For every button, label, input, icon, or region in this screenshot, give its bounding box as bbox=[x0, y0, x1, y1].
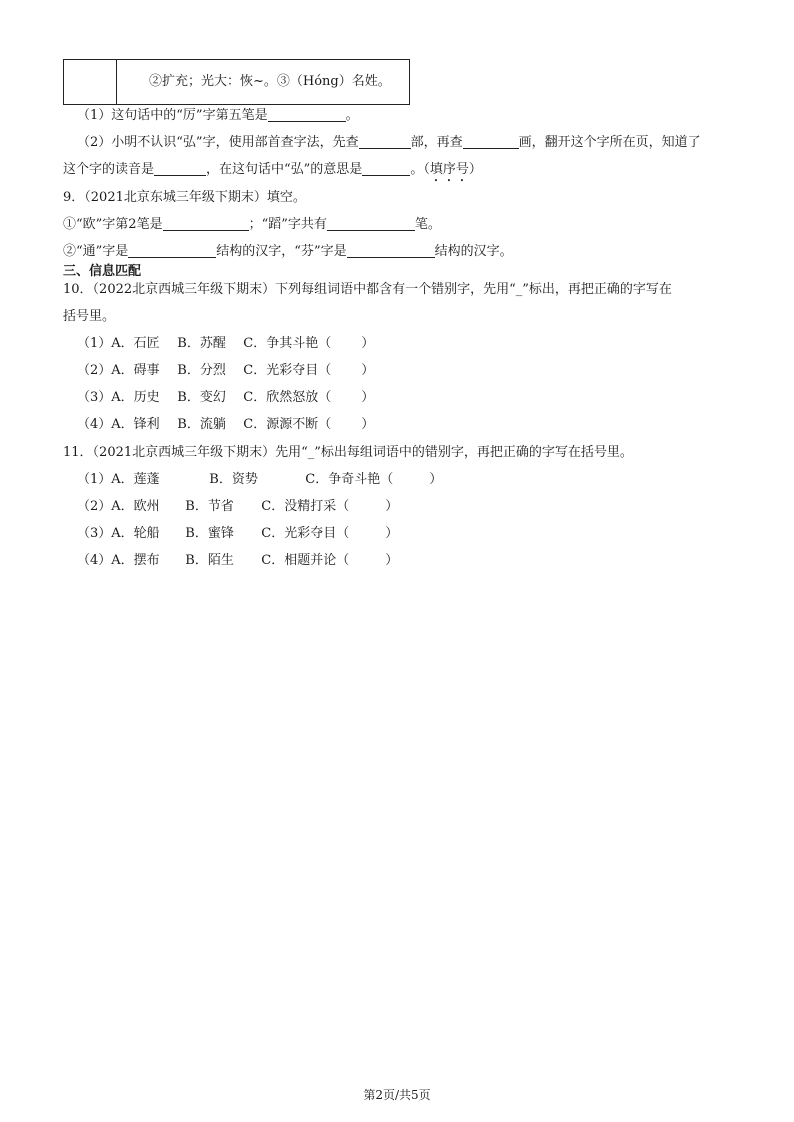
q10-item: （1）A．石匠 B．苏醒 C．争其斗艳（ ） bbox=[77, 336, 375, 351]
answer-blank[interactable] bbox=[154, 161, 206, 176]
section-heading: 三、信息匹配 bbox=[63, 264, 142, 279]
q10-item: （3）A．历史 B．变幻 C．欣然怒放（ ） bbox=[77, 390, 375, 405]
answer-blank[interactable] bbox=[163, 216, 249, 231]
table-cell-definition: ②扩充；光大：恢~。③（Hóng）名姓。 bbox=[149, 74, 391, 89]
q10-item: （2）A．碍事 B．分烈 C．光彩夺目（ ） bbox=[77, 363, 375, 378]
q11-item: （3）A．轮船 B．蜜锋 C．光彩夺目（ ） bbox=[77, 526, 399, 541]
answer-blank[interactable] bbox=[347, 243, 435, 258]
q9-stem: 9．（2021北京东城三年级下期末）填空。 bbox=[63, 190, 306, 205]
q9-line1: ①“欧”字第2笔是 ；“蹈”字共有 笔。 bbox=[63, 217, 441, 232]
q11-item: （2）A．欧州 B．节省 C．没精打采（ ） bbox=[77, 499, 399, 514]
q8-sub1: （1）这句话中的“厉”字第五笔是 。 bbox=[77, 108, 359, 123]
q9-line2: ②“通”字是 结构的汉字，“芬”字是 结构的汉字。 bbox=[63, 244, 513, 259]
answer-blank[interactable] bbox=[359, 134, 411, 149]
q8-sub2-line1: （2）小明不认识“弘”字，使用部首查字法，先查 部，再查 画，翻开这个字所在页，知道了 bbox=[77, 135, 701, 150]
answer-blank[interactable] bbox=[268, 107, 346, 122]
q11-item: （1）A．莲蓬 B．资势 C．争奇斗艳（ ） bbox=[77, 472, 443, 487]
q11-stem: 11．（2021北京西城三年级下期末）先用“_”标出每组词语中的错别字，再把正确的字写在括号里。 bbox=[63, 445, 633, 460]
q11-item: （4）A．摆布 B．陌生 C．相题并论（ ） bbox=[77, 553, 399, 568]
q10-stem-line2: 括号里。 bbox=[63, 309, 116, 324]
definition-table-row bbox=[63, 59, 410, 105]
answer-blank[interactable] bbox=[128, 243, 216, 258]
q10-item: （4）A．锋利 B．流躺 C．源源不断（ ） bbox=[77, 417, 375, 432]
answer-blank[interactable] bbox=[327, 216, 415, 231]
answer-blank[interactable] bbox=[463, 134, 519, 149]
q10-stem-line1: 10．（2022北京西城三年级下期末）下列每组词语中都含有一个错别字，先用“_”标出，再把正确的字写在 bbox=[63, 282, 672, 297]
answer-blank[interactable] bbox=[362, 161, 410, 176]
table-cell-empty bbox=[64, 60, 117, 104]
page-number: 第2页/共5页 bbox=[363, 1088, 431, 1102]
q8-sub2-line2: 这个字的读音是 ，在这句话中“弘”的意思是 。（填序号） bbox=[63, 162, 482, 177]
